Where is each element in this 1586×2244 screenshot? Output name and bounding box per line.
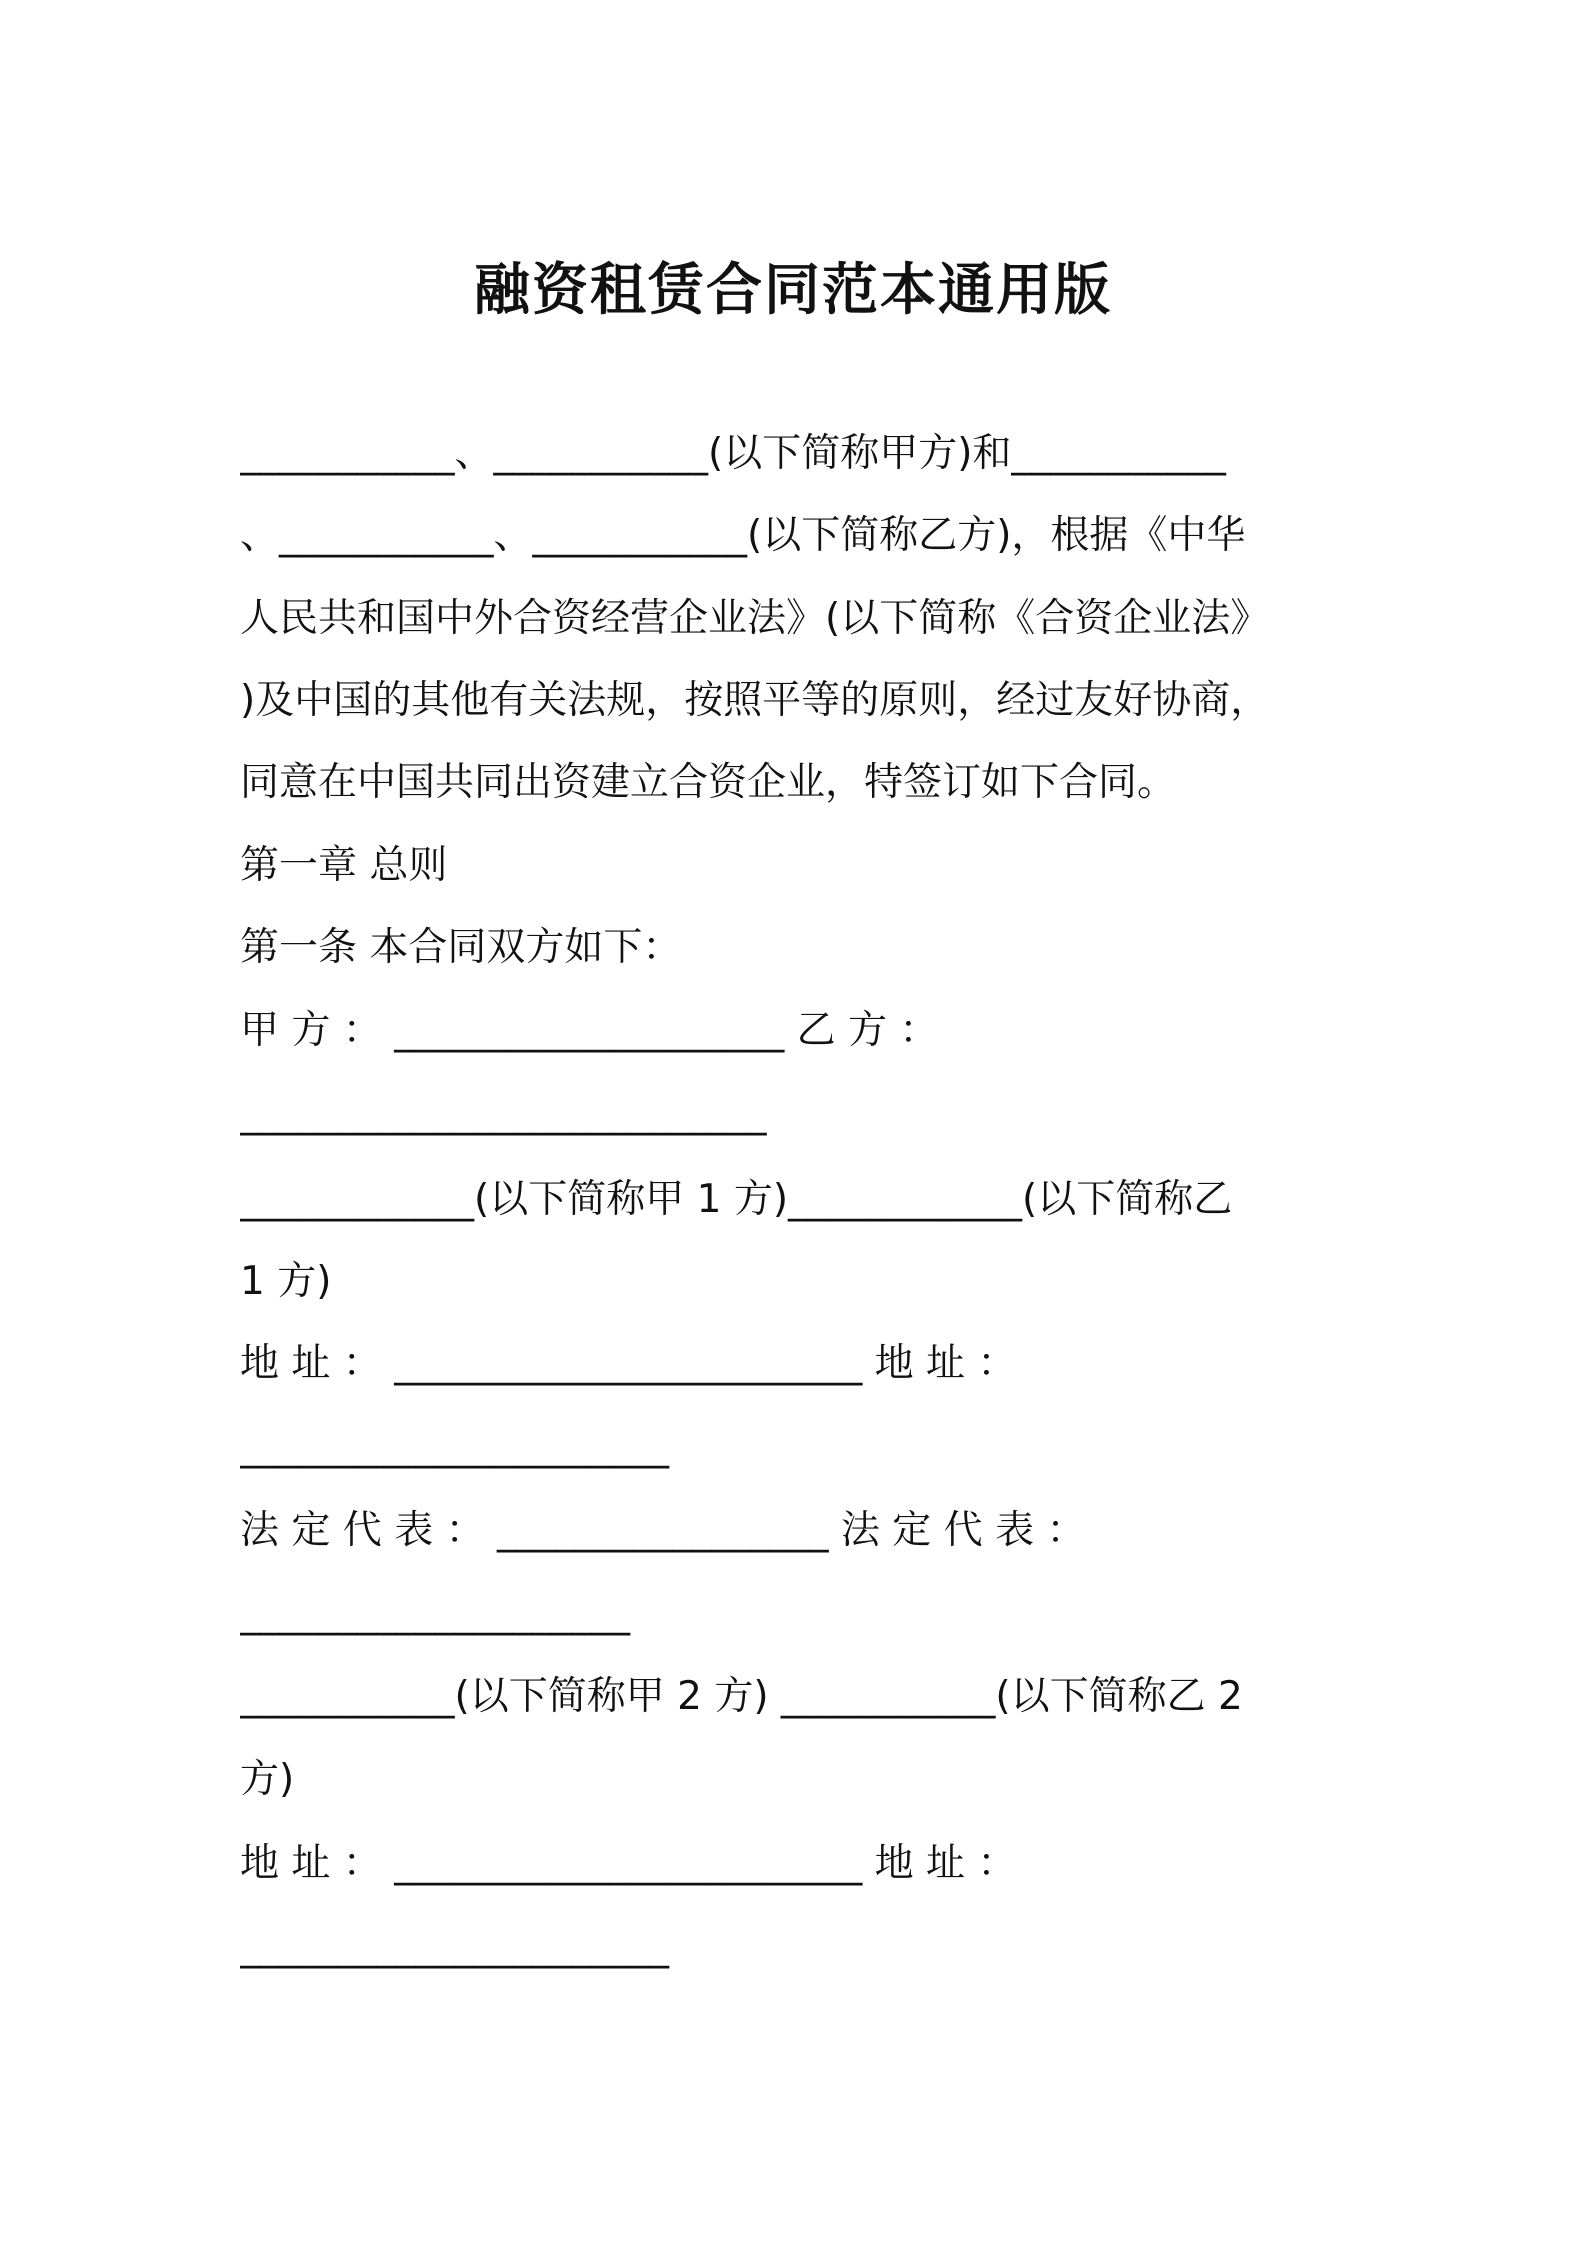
chapter-heading: 第一章 总则 [240,843,448,888]
party-1-line-cont: 1 方) [240,1259,332,1304]
party-2-line: ___________(以下简称甲 2 方) ___________(以下简称乙 2 [240,1674,1243,1719]
address-line-2: 地 址 ： ________________________ 地 址 ： [240,1841,1017,1886]
address-line-1: 地 址 ： ________________________ 地 址 ： [240,1341,1017,1386]
address-blank-2: ______________________ [240,1924,669,1969]
legal-rep-blank: ____________________ [240,1591,630,1636]
address-blank-1: ______________________ [240,1424,669,1469]
party-2-line-cont: 方) [240,1757,295,1802]
party-b-blank: ___________________________ [240,1091,767,1136]
document-title: 融资租赁合同范本通用版 [474,258,1112,323]
article-heading: 第一条 本合同双方如下： [240,925,682,970]
party-1-line: ____________(以下简称甲 1 方)____________(以下简称乙 [240,1177,1233,1222]
party-a-b-line: 甲 方 ： ____________________ 乙 方 ： [240,1008,939,1053]
preamble-line-3: 人民共和国中外合资经营企业法》(以下简称《合资企业法》 [240,596,1270,641]
preamble-line-2: 、___________、___________(以下简称乙方)，根据《中华 [240,513,1246,558]
preamble-line-5: 同意在中国共同出资建立合资企业，特签订如下合同。 [240,760,1177,805]
preamble-line-4: )及中国的其他有关法规，按照平等的原则，经过友好协商， [240,678,1270,723]
legal-rep-line: 法 定 代 表 ： _________________ 法 定 代 表 ： [240,1508,1086,1553]
preamble-line-1: ___________、___________(以下简称甲方)和___________ [240,431,1226,476]
